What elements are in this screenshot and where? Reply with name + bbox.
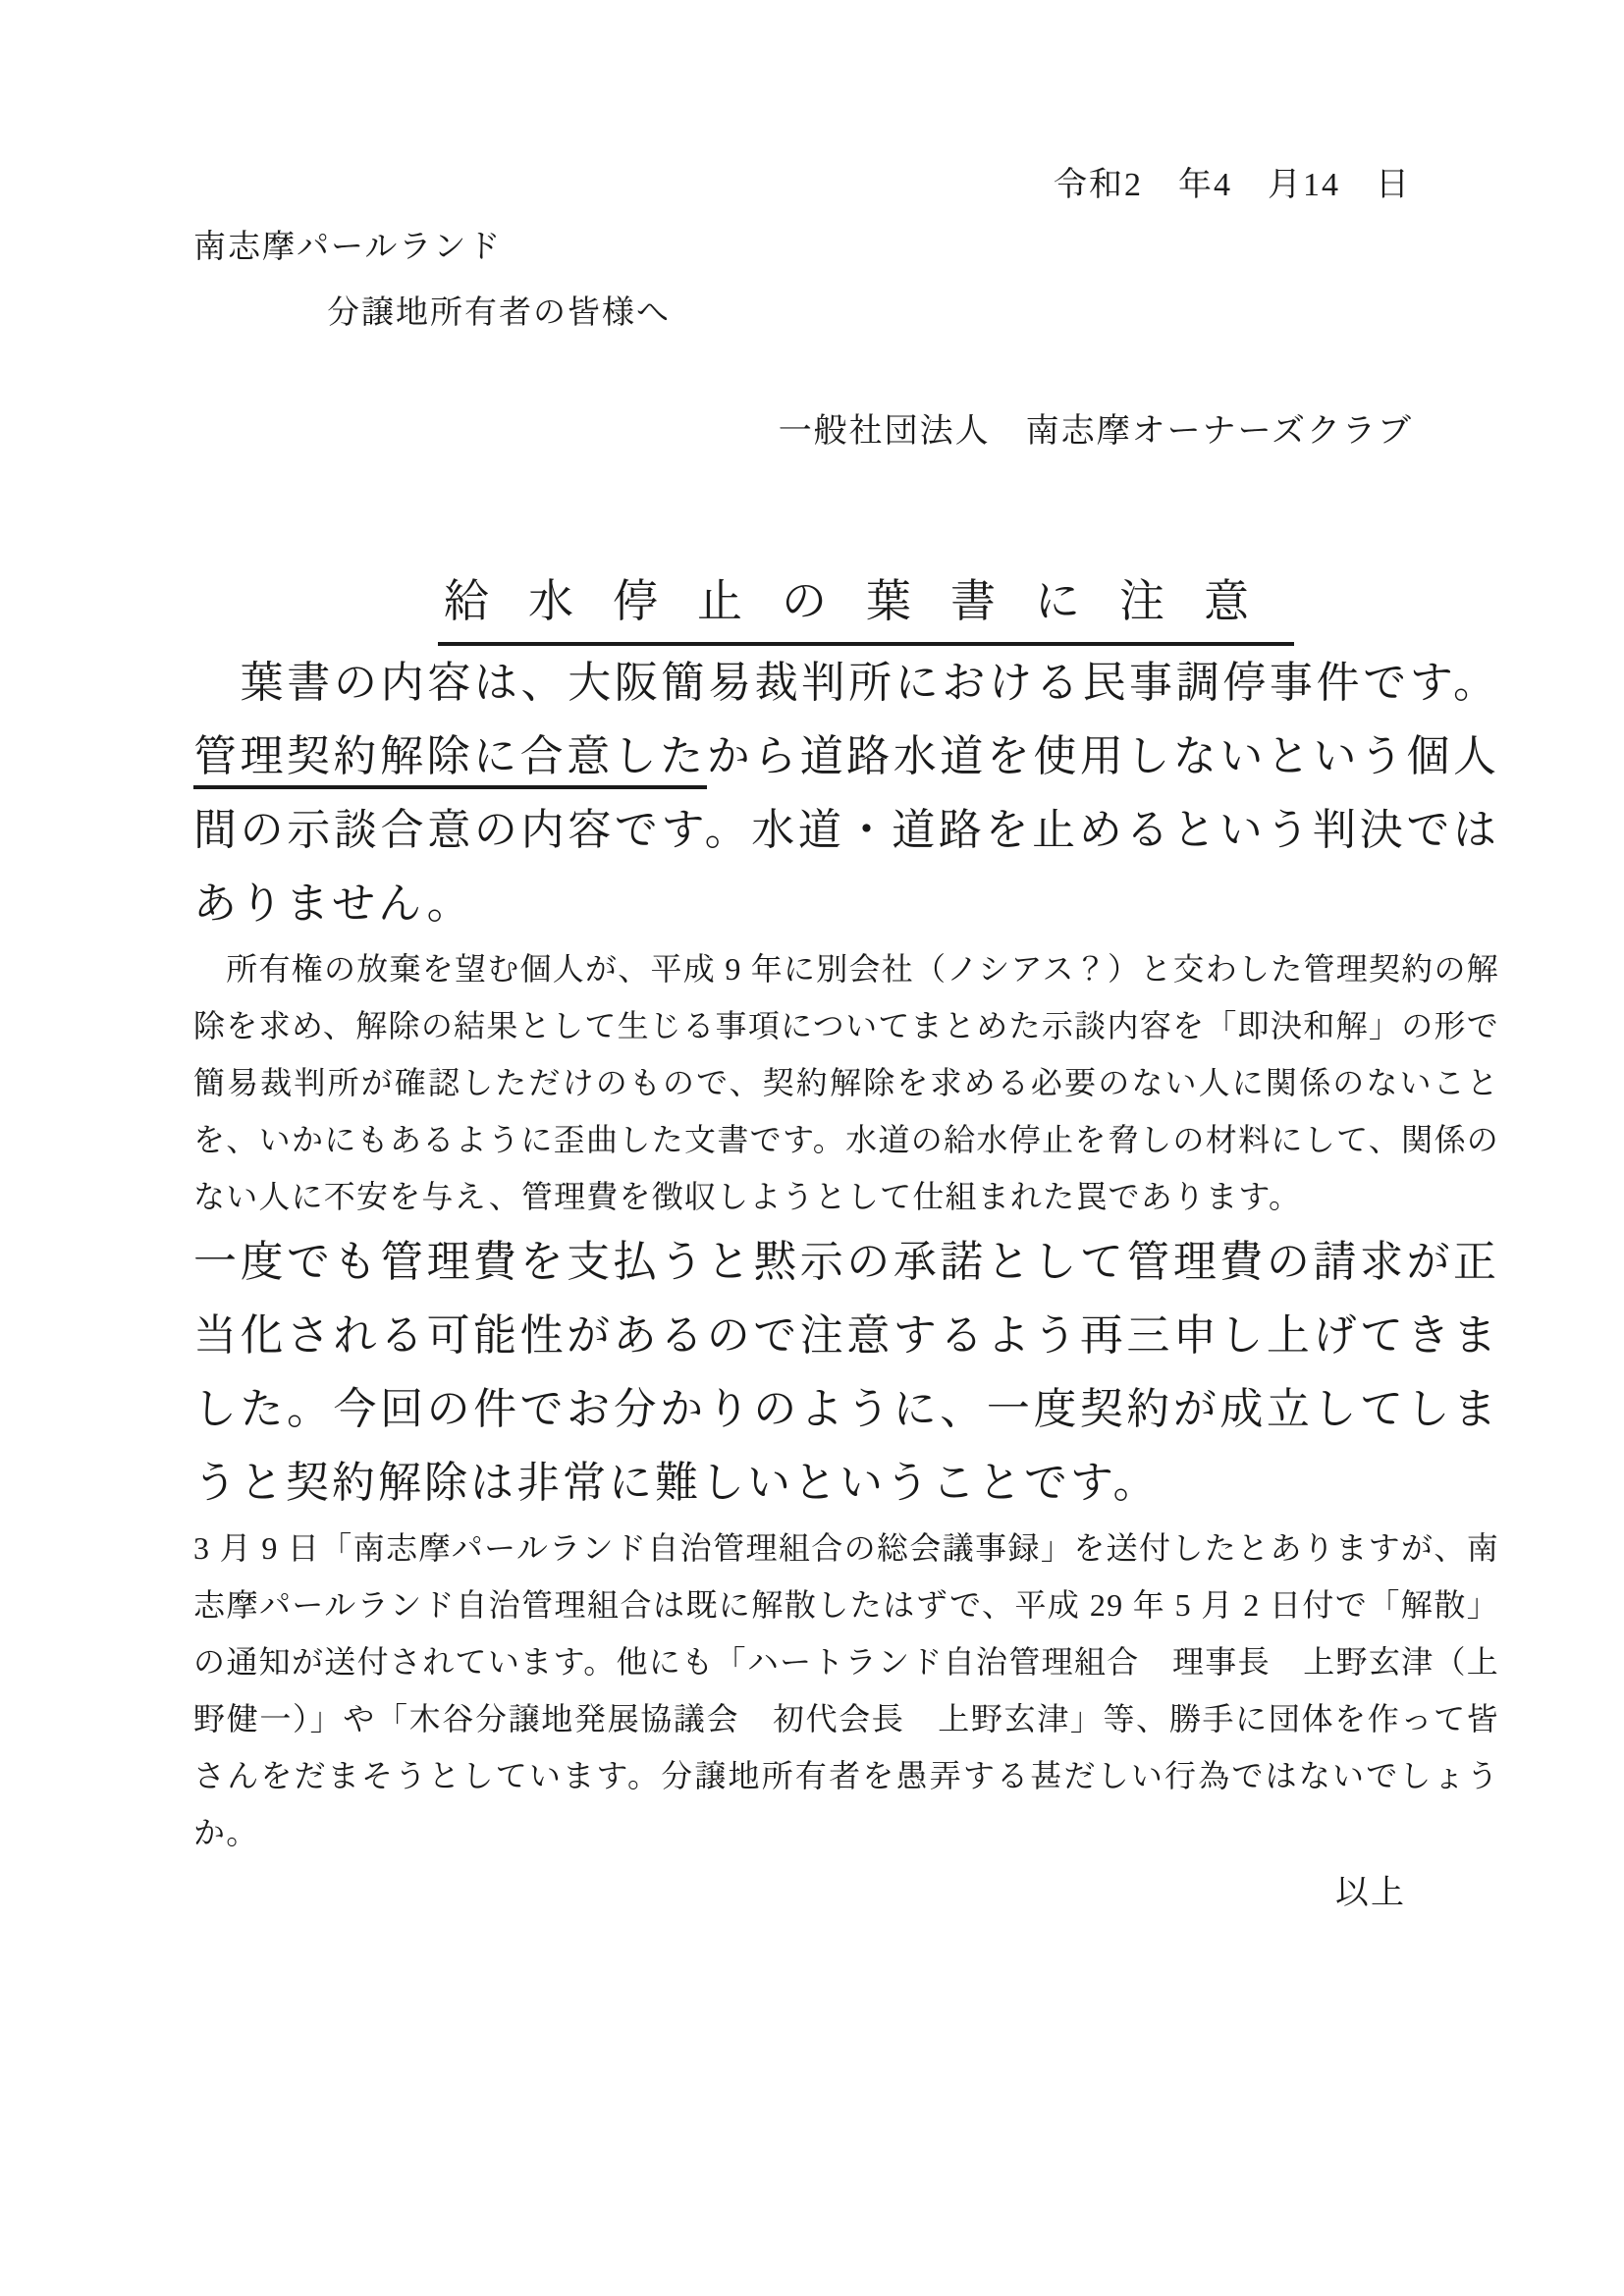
paragraph-4: 3 月 9 日「南志摩パールランド自治管理組合の総会議事録」を送付したとありますが、南志摩パールランド自治管理組合は既に解散したはずで、平成 29 年 5 月 2 日付で「解散」の通知が送付されています。他にも「ハートランド自治管理組合 理事長 上野玄津（上野健一）」や「木谷分譲地発展協議会 初代会長 上野玄津」等、勝手に団体を作って皆さんをだまそうとしています。分譲地所有者を愚弄する甚だしい行為ではないでしょうか。	[193, 1530, 1499, 1850]
title-row	[193, 565, 1499, 646]
paragraph-1	[193, 646, 1499, 940]
addressee-line-1: 南志摩パールランド	[193, 230, 503, 265]
paragraph-1-underlined-phrase: 管理契約解除に合意した	[193, 732, 707, 789]
paragraph-3: 一度でも管理費を支払うと黙示の承諾として管理費の請求が正当化される可能性があるので注意するよう再三申し上げてきました。今回の件でお分かりのように、一度契約が成立してしまうと契約解除は非常に難しいということです。	[193, 1238, 1499, 1507]
letter-title: 給水停止の葉書に注意	[438, 565, 1294, 646]
paragraph-2: 所有権の放棄を望む個人が、平成 9 年に別会社（ノシアス？）と交わした管理契約の解除を求め、解除の結果として生じる事項についてまとめた示談内容を「即決和解」の形で簡易裁判所が確認しただけのもので、契約解除を求める必要のない人に関係のないことを、いかにもあるように歪曲した文書です。水道の給水停止を脅しの材料にして、関係のない人に不安を与え、管理費を徴収しようとして仕組まれた罠であります。	[193, 951, 1499, 1214]
addressee-line-2: 分譲地所有者の皆様へ	[327, 295, 671, 331]
date-line: 令和2 年4 月14 日	[1054, 167, 1411, 203]
paragraph-1-rest: から道路水道を使用しないという個人間の示談合意の内容です。水道・道路を止めるという判決ではありません。	[193, 732, 1499, 928]
paragraph-1-lead: 葉書の内容は、大阪簡易裁判所における民事調停事件です。	[193, 659, 1499, 707]
sender-line: 一般社団法人 南志摩オーナーズクラブ	[778, 413, 1413, 450]
closing-word: 以上	[1335, 1875, 1406, 1911]
